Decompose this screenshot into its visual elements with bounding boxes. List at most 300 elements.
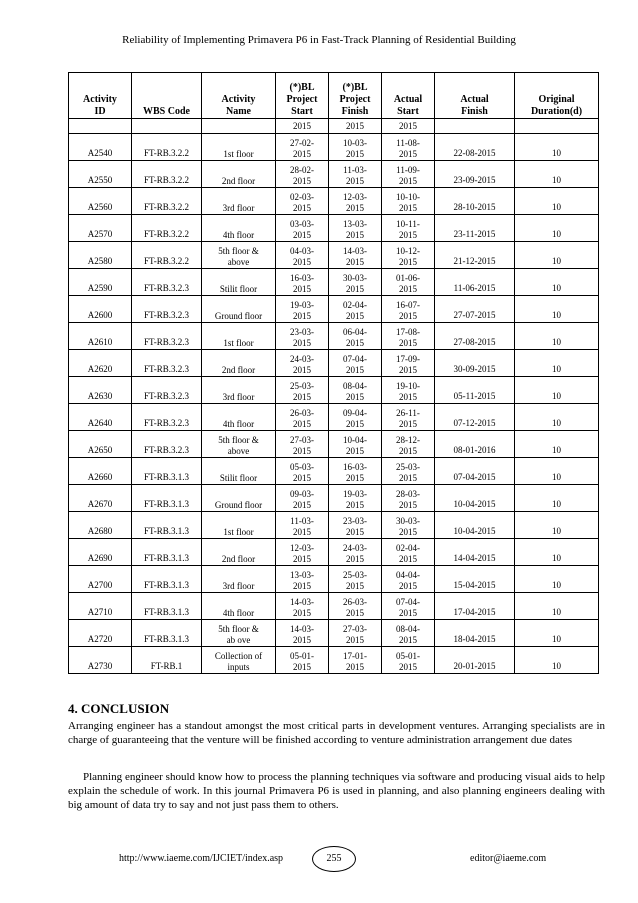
year-row bbox=[69, 119, 599, 134]
cell-actual-finish: 10-04-2015 bbox=[435, 485, 515, 512]
cell-line: 2015 bbox=[399, 635, 417, 645]
cell-line: 14-03- bbox=[290, 597, 314, 607]
cell-activity-id: A2570 bbox=[69, 215, 132, 242]
header-line: Finish bbox=[461, 106, 488, 117]
cell-activity-name bbox=[202, 485, 276, 512]
cell-line: 1st floor bbox=[223, 527, 254, 537]
cell-original-duration: 10 bbox=[515, 323, 599, 350]
table-row bbox=[69, 296, 599, 323]
cell-line: 2015 bbox=[346, 608, 364, 618]
header-line: Original bbox=[538, 94, 575, 105]
cell-line: 2015 bbox=[293, 446, 311, 456]
cell-actual-finish: 27-07-2015 bbox=[435, 296, 515, 323]
cell-line: 5th floor & bbox=[218, 624, 259, 634]
cell-wbs-code: FT-RB.3.1.3 bbox=[132, 512, 202, 539]
cell-original-duration: 10 bbox=[515, 485, 599, 512]
cell-line: 3rd floor bbox=[222, 392, 255, 402]
cell-activity-id: A2630 bbox=[69, 377, 132, 404]
cell-activity-id: A2670 bbox=[69, 485, 132, 512]
cell-line: 28-02- bbox=[290, 165, 314, 175]
cell-actual-start bbox=[382, 242, 435, 269]
cell-bl-project-start bbox=[276, 566, 329, 593]
header-line: Actual bbox=[460, 94, 489, 105]
cell-actual-finish: 28-10-2015 bbox=[435, 188, 515, 215]
cell-bl-project-finish bbox=[329, 431, 382, 458]
header-line: Name bbox=[226, 106, 251, 117]
cell-actual-finish: 27-08-2015 bbox=[435, 323, 515, 350]
header-activity-name bbox=[202, 73, 276, 119]
cell-original-duration: 10 bbox=[515, 350, 599, 377]
cell-line: 2015 bbox=[399, 419, 417, 429]
cell-actual-start bbox=[382, 458, 435, 485]
cell-actual-finish: 30-09-2015 bbox=[435, 350, 515, 377]
cell-activity-name bbox=[202, 161, 276, 188]
cell-original-duration: 10 bbox=[515, 377, 599, 404]
cell-line: 28-03- bbox=[396, 489, 420, 499]
table-row bbox=[69, 134, 599, 161]
cell-activity-id: A2650 bbox=[69, 431, 132, 458]
cell-line: 14-03- bbox=[290, 624, 314, 634]
cell-line: Ground floor bbox=[214, 500, 263, 510]
cell-actual-start bbox=[382, 620, 435, 647]
cell-line: 2015 bbox=[346, 662, 364, 672]
cell-line: 04-03- bbox=[290, 246, 314, 256]
cell-line: 2015 bbox=[346, 446, 364, 456]
cell-line: 12-03- bbox=[290, 543, 314, 553]
cell-original-duration: 10 bbox=[515, 647, 599, 674]
table-row bbox=[69, 269, 599, 296]
cell-line: 2015 bbox=[346, 419, 364, 429]
cell-line: 11-03- bbox=[343, 165, 367, 175]
cell-line: 2015 bbox=[293, 419, 311, 429]
cell-activity-name bbox=[202, 620, 276, 647]
cell-bl-project-finish bbox=[329, 539, 382, 566]
cell-actual-finish: 18-04-2015 bbox=[435, 620, 515, 647]
cell-bl-project-finish bbox=[329, 512, 382, 539]
header-line: Activity bbox=[221, 94, 256, 105]
cell-original-duration: 10 bbox=[515, 242, 599, 269]
cell-activity-id: A2700 bbox=[69, 566, 132, 593]
cell-line: 2015 bbox=[293, 365, 311, 375]
cell-bl-project-finish bbox=[329, 296, 382, 323]
year-cell bbox=[435, 119, 515, 134]
cell-wbs-code: FT-RB.3.2.3 bbox=[132, 377, 202, 404]
cell-line: 3rd floor bbox=[222, 203, 255, 213]
cell-bl-project-start bbox=[276, 512, 329, 539]
cell-line: 04-04- bbox=[396, 570, 420, 580]
cell-line: 30-03- bbox=[343, 273, 367, 283]
header-line: ID bbox=[94, 106, 106, 117]
cell-line: 25-03- bbox=[290, 381, 314, 391]
cell-wbs-code: FT-RB.3.2.3 bbox=[132, 323, 202, 350]
cell-line: 2015 bbox=[346, 338, 364, 348]
cell-activity-id: A2690 bbox=[69, 539, 132, 566]
cell-line: 07-04- bbox=[343, 354, 367, 364]
cell-activity-name bbox=[202, 458, 276, 485]
cell-wbs-code: FT-RB.3.2.2 bbox=[132, 161, 202, 188]
cell-line: 02-04- bbox=[343, 300, 367, 310]
table-row bbox=[69, 323, 599, 350]
table-row bbox=[69, 458, 599, 485]
cell-wbs-code: FT-RB.3.2.3 bbox=[132, 350, 202, 377]
cell-line: 2015 bbox=[399, 365, 417, 375]
cell-line: 2015 bbox=[293, 149, 311, 159]
cell-activity-name bbox=[202, 296, 276, 323]
cell-wbs-code: FT-RB.3.1.3 bbox=[132, 458, 202, 485]
table-row bbox=[69, 404, 599, 431]
cell-line: 02-04- bbox=[396, 543, 420, 553]
cell-original-duration: 10 bbox=[515, 512, 599, 539]
cell-activity-id: A2710 bbox=[69, 593, 132, 620]
cell-line: 09-03- bbox=[290, 489, 314, 499]
header-line: Duration(d) bbox=[530, 106, 583, 117]
cell-line: 2015 bbox=[399, 230, 417, 240]
cell-bl-project-start bbox=[276, 377, 329, 404]
table-row bbox=[69, 620, 599, 647]
cell-line: 05-01- bbox=[396, 651, 420, 661]
year-cell bbox=[132, 119, 202, 134]
cell-line: 25-03- bbox=[396, 462, 420, 472]
cell-line: 30-03- bbox=[396, 516, 420, 526]
cell-line: 17-09- bbox=[396, 354, 420, 364]
cell-line: 06-04- bbox=[343, 327, 367, 337]
cell-line: 2015 bbox=[293, 527, 311, 537]
cell-line: ab ove bbox=[226, 635, 251, 645]
cell-actual-finish: 11-06-2015 bbox=[435, 269, 515, 296]
cell-line: 08-04- bbox=[343, 381, 367, 391]
cell-bl-project-start bbox=[276, 215, 329, 242]
cell-actual-start bbox=[382, 512, 435, 539]
cell-line: 2015 bbox=[399, 446, 417, 456]
cell-bl-project-start bbox=[276, 647, 329, 674]
cell-line: 03-03- bbox=[290, 219, 314, 229]
cell-line: 2nd floor bbox=[221, 365, 256, 375]
cell-bl-project-finish bbox=[329, 647, 382, 674]
cell-activity-name bbox=[202, 647, 276, 674]
cell-line: 2nd floor bbox=[221, 176, 256, 186]
cell-line: 4th floor bbox=[222, 419, 255, 429]
cell-bl-project-finish bbox=[329, 593, 382, 620]
cell-wbs-code: FT-RB.3.1.3 bbox=[132, 566, 202, 593]
cell-bl-project-start bbox=[276, 431, 329, 458]
cell-line: 17-01- bbox=[343, 651, 367, 661]
journal-url-link[interactable]: http://www.iaeme.com/IJCIET/index.asp bbox=[119, 853, 284, 864]
cell-wbs-code: FT-RB.3.1.3 bbox=[132, 485, 202, 512]
cell-activity-id: A2610 bbox=[69, 323, 132, 350]
cell-line: 10-03- bbox=[343, 138, 367, 148]
cell-original-duration: 10 bbox=[515, 215, 599, 242]
cell-wbs-code: FT-RB.3.2.3 bbox=[132, 431, 202, 458]
cell-actual-finish: 23-11-2015 bbox=[435, 215, 515, 242]
cell-line: 14-03- bbox=[343, 246, 367, 256]
table-row bbox=[69, 350, 599, 377]
cell-bl-project-start bbox=[276, 620, 329, 647]
cell-line: 05-01- bbox=[290, 651, 314, 661]
cell-line: 4th floor bbox=[222, 230, 255, 240]
table-row bbox=[69, 215, 599, 242]
cell-line: 2015 bbox=[346, 230, 364, 240]
cell-line: 10-12- bbox=[396, 246, 420, 256]
cell-line: 5th floor & bbox=[218, 246, 259, 256]
cell-bl-project-start bbox=[276, 404, 329, 431]
cell-line: 2015 bbox=[346, 284, 364, 294]
cell-line: Stilit floor bbox=[219, 473, 258, 483]
cell-line: 1st floor bbox=[223, 338, 254, 348]
cell-actual-finish: 23-09-2015 bbox=[435, 161, 515, 188]
cell-line: Stilit floor bbox=[219, 284, 258, 294]
table-row bbox=[69, 512, 599, 539]
cell-original-duration: 10 bbox=[515, 296, 599, 323]
cell-wbs-code: FT-RB.3.2.3 bbox=[132, 296, 202, 323]
cell-line: above bbox=[227, 257, 250, 267]
header-actual-finish bbox=[435, 73, 515, 119]
cell-line: 2015 bbox=[399, 311, 417, 321]
header-line: Start bbox=[291, 106, 313, 117]
cell-actual-finish: 15-04-2015 bbox=[435, 566, 515, 593]
cell-line: 26-03- bbox=[343, 597, 367, 607]
header-wbs-code bbox=[132, 73, 202, 119]
cell-original-duration: 10 bbox=[515, 404, 599, 431]
cell-bl-project-start bbox=[276, 485, 329, 512]
cell-line: 2015 bbox=[399, 581, 417, 591]
cell-line: 2015 bbox=[293, 230, 311, 240]
cell-wbs-code: FT-RB.3.2.3 bbox=[132, 269, 202, 296]
cell-line: 10-04- bbox=[343, 435, 367, 445]
cell-bl-project-start bbox=[276, 458, 329, 485]
cell-activity-name bbox=[202, 188, 276, 215]
cell-bl-project-finish bbox=[329, 350, 382, 377]
cell-actual-start bbox=[382, 485, 435, 512]
cell-wbs-code: FT-RB.3.2.3 bbox=[132, 404, 202, 431]
cell-wbs-code: FT-RB.3.2.2 bbox=[132, 134, 202, 161]
running-header: Reliability of Implementing Primavera P6 in Fast-Track Planning of Residential Building bbox=[122, 34, 516, 46]
year-cell: 2015 bbox=[329, 119, 382, 134]
cell-activity-name bbox=[202, 377, 276, 404]
cell-line: 2015 bbox=[346, 473, 364, 483]
cell-line: 23-03- bbox=[343, 516, 367, 526]
cell-activity-name bbox=[202, 404, 276, 431]
conclusion-paragraph-1: Arranging engineer has a standout amongst the most critical parts in development ventures. Arranging specialists are in charge of guaranteeing that the venture will be finished according to venture administration arrangement due dates bbox=[68, 720, 605, 746]
cell-line: 2015 bbox=[293, 608, 311, 618]
cell-activity-id: A2680 bbox=[69, 512, 132, 539]
cell-line: 2015 bbox=[399, 203, 417, 213]
cell-line: 13-03- bbox=[343, 219, 367, 229]
cell-original-duration: 10 bbox=[515, 161, 599, 188]
cell-line: 2015 bbox=[346, 176, 364, 186]
cell-original-duration: 10 bbox=[515, 539, 599, 566]
cell-actual-finish: 07-04-2015 bbox=[435, 458, 515, 485]
cell-line: 2015 bbox=[399, 338, 417, 348]
cell-line: 2015 bbox=[346, 311, 364, 321]
cell-line: 2015 bbox=[399, 554, 417, 564]
cell-wbs-code: FT-RB.3.2.2 bbox=[132, 242, 202, 269]
section-heading: 4. CONCLUSION bbox=[68, 701, 170, 716]
header-line: Project bbox=[286, 94, 318, 105]
cell-line: 2015 bbox=[293, 554, 311, 564]
cell-line: above bbox=[227, 446, 250, 456]
table-row bbox=[69, 242, 599, 269]
cell-bl-project-finish bbox=[329, 323, 382, 350]
cell-line: 27-02- bbox=[290, 138, 314, 148]
cell-line: 2015 bbox=[293, 581, 311, 591]
cell-activity-name bbox=[202, 350, 276, 377]
cell-activity-name bbox=[202, 566, 276, 593]
cell-actual-finish: 17-04-2015 bbox=[435, 593, 515, 620]
cell-line: 2015 bbox=[293, 203, 311, 213]
cell-activity-name bbox=[202, 539, 276, 566]
table-row bbox=[69, 188, 599, 215]
cell-line: 2015 bbox=[399, 176, 417, 186]
cell-line: 2015 bbox=[346, 527, 364, 537]
cell-wbs-code: FT-RB.3.1.3 bbox=[132, 593, 202, 620]
cell-line: 26-11- bbox=[396, 408, 420, 418]
cell-activity-name bbox=[202, 134, 276, 161]
cell-bl-project-start bbox=[276, 593, 329, 620]
cell-activity-id: A2600 bbox=[69, 296, 132, 323]
cell-line: 2015 bbox=[399, 608, 417, 618]
header-activity-id bbox=[69, 73, 132, 119]
cell-actual-finish: 10-04-2015 bbox=[435, 512, 515, 539]
cell-bl-project-finish bbox=[329, 161, 382, 188]
table-row bbox=[69, 647, 599, 674]
cell-line: 16-03- bbox=[343, 462, 367, 472]
cell-line: Ground floor bbox=[214, 311, 263, 321]
table-row bbox=[69, 377, 599, 404]
cell-wbs-code: FT-RB.3.2.2 bbox=[132, 215, 202, 242]
cell-actual-start bbox=[382, 269, 435, 296]
cell-bl-project-start bbox=[276, 539, 329, 566]
cell-actual-start bbox=[382, 647, 435, 674]
cell-line: 08-04- bbox=[396, 624, 420, 634]
cell-line: 11-03- bbox=[290, 516, 314, 526]
cell-line: 11-08- bbox=[396, 138, 420, 148]
cell-line: 27-03- bbox=[343, 624, 367, 634]
cell-bl-project-finish bbox=[329, 377, 382, 404]
cell-wbs-code: FT-RB.3.1.3 bbox=[132, 539, 202, 566]
cell-line: 2015 bbox=[346, 500, 364, 510]
cell-original-duration: 10 bbox=[515, 566, 599, 593]
page-footer bbox=[0, 846, 638, 872]
cell-actual-start bbox=[382, 215, 435, 242]
cell-line: 2015 bbox=[346, 149, 364, 159]
cell-line: 2015 bbox=[293, 662, 311, 672]
cell-original-duration: 10 bbox=[515, 134, 599, 161]
cell-actual-start bbox=[382, 404, 435, 431]
cell-actual-start bbox=[382, 296, 435, 323]
cell-actual-start bbox=[382, 134, 435, 161]
cell-line: 05-03- bbox=[290, 462, 314, 472]
cell-wbs-code: FT-RB.1 bbox=[132, 647, 202, 674]
cell-original-duration: 10 bbox=[515, 620, 599, 647]
cell-line: 2015 bbox=[399, 500, 417, 510]
cell-activity-id: A2540 bbox=[69, 134, 132, 161]
cell-activity-id: A2580 bbox=[69, 242, 132, 269]
cell-line: 2015 bbox=[293, 311, 311, 321]
cell-line: 07-04- bbox=[396, 597, 420, 607]
cell-bl-project-finish bbox=[329, 566, 382, 593]
header-line: (*)BL bbox=[289, 82, 315, 93]
cell-line: 4th floor bbox=[222, 608, 255, 618]
cell-line: 2015 bbox=[293, 284, 311, 294]
cell-line: 24-03- bbox=[343, 543, 367, 553]
cell-line: 01-06- bbox=[396, 273, 420, 283]
cell-line: 2015 bbox=[399, 149, 417, 159]
cell-bl-project-finish bbox=[329, 242, 382, 269]
cell-actual-finish: 22-08-2015 bbox=[435, 134, 515, 161]
header-line: Finish bbox=[341, 106, 369, 117]
cell-line: 17-08- bbox=[396, 327, 420, 337]
cell-line: 2nd floor bbox=[221, 554, 256, 564]
cell-line: 2015 bbox=[346, 554, 364, 564]
cell-bl-project-finish bbox=[329, 188, 382, 215]
header-line: Actual bbox=[393, 94, 423, 105]
cell-actual-start bbox=[382, 377, 435, 404]
cell-line: 23-03- bbox=[290, 327, 314, 337]
cell-line: 11-09- bbox=[396, 165, 420, 175]
cell-line: 2015 bbox=[293, 338, 311, 348]
cell-line: 2015 bbox=[346, 635, 364, 645]
table-row bbox=[69, 431, 599, 458]
year-cell bbox=[69, 119, 132, 134]
year-cell: 2015 bbox=[382, 119, 435, 134]
cell-original-duration: 10 bbox=[515, 188, 599, 215]
cell-bl-project-start bbox=[276, 242, 329, 269]
cell-actual-finish: 08-01-2016 bbox=[435, 431, 515, 458]
cell-bl-project-finish bbox=[329, 404, 382, 431]
cell-line: 2015 bbox=[346, 365, 364, 375]
table-header-row bbox=[69, 73, 599, 119]
cell-line: 24-03- bbox=[290, 354, 314, 364]
header-line: (*)BL bbox=[342, 82, 368, 93]
cell-line: 2015 bbox=[399, 392, 417, 402]
cell-bl-project-start bbox=[276, 269, 329, 296]
cell-line: Collection of bbox=[214, 651, 263, 661]
cell-bl-project-start bbox=[276, 161, 329, 188]
cell-line: 09-04- bbox=[343, 408, 367, 418]
cell-line: 2015 bbox=[293, 500, 311, 510]
cell-line: 28-12- bbox=[396, 435, 420, 445]
year-cell bbox=[515, 119, 599, 134]
cell-bl-project-start bbox=[276, 134, 329, 161]
cell-line: 16-03- bbox=[290, 273, 314, 283]
cell-bl-project-start bbox=[276, 350, 329, 377]
cell-line: 1st floor bbox=[223, 149, 254, 159]
cell-bl-project-finish bbox=[329, 620, 382, 647]
cell-activity-id: A2660 bbox=[69, 458, 132, 485]
header-actual-start bbox=[382, 73, 435, 119]
cell-line: 27-03- bbox=[290, 435, 314, 445]
cell-actual-start bbox=[382, 323, 435, 350]
cell-activity-id: A2730 bbox=[69, 647, 132, 674]
editor-email-link[interactable]: editor@iaeme.com bbox=[470, 853, 547, 864]
cell-activity-name bbox=[202, 269, 276, 296]
cell-actual-start bbox=[382, 350, 435, 377]
cell-actual-finish: 07-12-2015 bbox=[435, 404, 515, 431]
cell-line: 2015 bbox=[346, 257, 364, 267]
header-line: Project bbox=[339, 94, 371, 105]
cell-line: 13-03- bbox=[290, 570, 314, 580]
cell-line: 2015 bbox=[293, 473, 311, 483]
cell-line: 2015 bbox=[293, 257, 311, 267]
header-original-duration bbox=[515, 73, 599, 119]
cell-line: 10-11- bbox=[396, 219, 420, 229]
table-row bbox=[69, 161, 599, 188]
cell-actual-finish: 05-11-2015 bbox=[435, 377, 515, 404]
cell-activity-name bbox=[202, 242, 276, 269]
cell-wbs-code: FT-RB.3.1.3 bbox=[132, 620, 202, 647]
conclusion-paragraph-2: Planning engineer should know how to process the planning techniques via software and producing visual aids to help explain the schedule of work. In this journal Primavera P6 is used in planning, and also planning engineers dealing with big amount of data try to say and not just pass them to others. bbox=[68, 771, 605, 811]
cell-original-duration: 10 bbox=[515, 593, 599, 620]
